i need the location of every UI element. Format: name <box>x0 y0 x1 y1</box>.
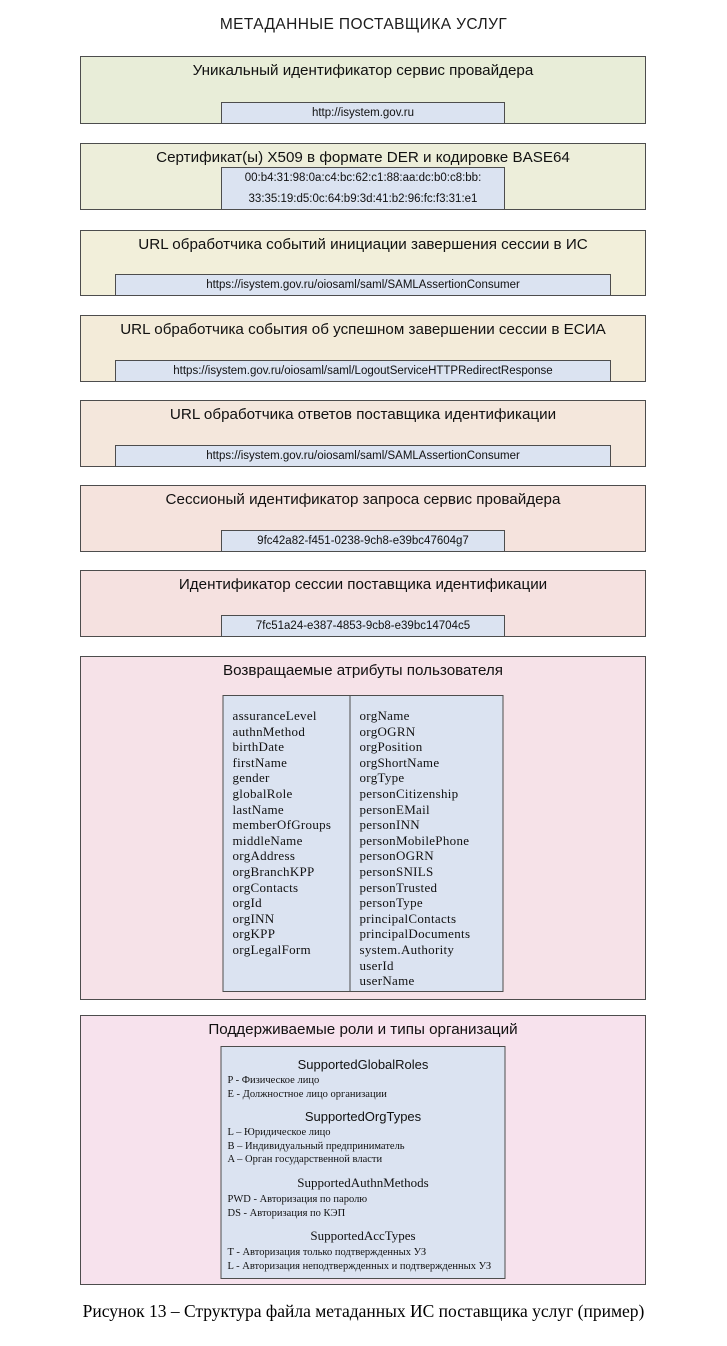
attribute-item: personOGRN <box>359 848 434 864</box>
attribute-item: gender <box>232 770 270 786</box>
attribute-column-right <box>351 696 503 991</box>
attributes-box <box>223 695 504 992</box>
attribute-item: orgId <box>232 895 262 911</box>
value-box <box>115 445 611 468</box>
roles-section-heading: SupportedGlobalRoles <box>297 1057 429 1072</box>
roles-section-heading: SupportedAuthnMethods <box>297 1174 429 1190</box>
attribute-item: lastName <box>232 801 284 817</box>
value-box <box>115 274 611 297</box>
attribute-item: orgOGRN <box>359 723 416 739</box>
attribute-item: userName <box>359 973 415 989</box>
block-title: Уникальный идентификатор сервис провайдера <box>192 62 534 79</box>
attribute-item: orgINN <box>232 910 275 926</box>
value-box <box>115 360 611 383</box>
value-text: http://isystem.gov.ru <box>311 106 415 119</box>
metadata-block <box>80 143 646 210</box>
value-text: 00:b4:31:98:0a:c4:bc:62:c1:88:aa:dc:b0:c8:bb: <box>244 172 482 184</box>
attribute-item: globalRole <box>232 785 293 801</box>
metadata-block <box>80 570 646 637</box>
attribute-item: birthDate <box>232 739 285 755</box>
figure-title: МЕТАДАННЫЕ ПОСТАВЩИКА УСЛУГ <box>219 16 508 33</box>
roles-block <box>80 1015 646 1285</box>
roles-item: T - Авторизация только подтвержденных УЗ <box>227 1247 427 1259</box>
attribute-item: personSNILS <box>359 863 434 879</box>
attribute-item: firstName <box>232 754 288 770</box>
attribute-item: system.Authority <box>359 941 455 957</box>
block-title: Идентификатор сессии поставщика идентификации <box>178 576 548 593</box>
value-box <box>221 167 505 210</box>
attribute-item: personTrusted <box>359 879 438 895</box>
roles-item: B – Индивидуальный предприниматель <box>227 1140 405 1152</box>
attribute-item: personEMail <box>359 801 430 817</box>
block-title: URL обработчика событий инициации завершения сессии в ИС <box>138 236 588 253</box>
roles-item: E - Должностное лицо организации <box>227 1088 387 1100</box>
metadata-block <box>80 315 646 382</box>
attribute-item: personMobilePhone <box>359 832 470 848</box>
attribute-item: principalDocuments <box>359 926 471 942</box>
value-box <box>221 102 505 125</box>
value-text: 9fc42a82-f451-0238-9ch8-e39bc47604g7 <box>257 534 469 547</box>
roles-item: DS - Авторизация по КЭП <box>227 1207 346 1219</box>
attribute-column-left <box>224 696 351 991</box>
attributes-block <box>80 656 646 1000</box>
value-text: https://isystem.gov.ru/oiosaml/saml/SAMLAssertionConsumer <box>206 278 520 291</box>
attribute-item: middleName <box>232 832 303 848</box>
attribute-item: principalContacts <box>359 910 457 926</box>
metadata-block <box>80 400 646 467</box>
attribute-item: orgContacts <box>232 879 299 895</box>
attribute-item: assuranceLevel <box>232 708 317 723</box>
value-text: https://isystem.gov.ru/oiosaml/saml/SAMLAssertionConsumer <box>206 449 520 462</box>
attribute-item: personType <box>359 895 423 911</box>
attribute-item: orgPosition <box>359 739 423 755</box>
roles-section-heading: SupportedAccTypes <box>310 1228 416 1244</box>
roles-box <box>221 1046 506 1279</box>
value-box <box>221 615 505 638</box>
block-title: Сессионый идентификатор запроса сервис провайдера <box>165 491 561 508</box>
metadata-block <box>80 230 646 296</box>
attribute-item: personINN <box>359 817 420 833</box>
roles-item: A – Орган государственной власти <box>227 1154 383 1166</box>
attribute-item: personCitizenship <box>359 785 459 801</box>
attribute-item: orgName <box>359 708 410 723</box>
attribute-item: orgLegalForm <box>232 941 311 957</box>
attribute-item: orgType <box>359 770 405 786</box>
value-box <box>221 530 505 553</box>
attribute-item: orgShortName <box>359 754 440 770</box>
value-text: 7fc51a24-e387-4853-9cb8-e39bc14704c5 <box>255 619 471 632</box>
roles-item: L - Авторизация неподтвержденных и подтвержденных УЗ <box>227 1260 492 1272</box>
roles-item: L – Юридическое лицо <box>227 1127 331 1139</box>
metadata-block <box>80 485 646 552</box>
block-title: URL обработчика события об успешном завершении сессии в ЕСИА <box>120 321 606 338</box>
attribute-item: orgAddress <box>232 848 296 864</box>
attribute-item: authnMethod <box>232 723 306 739</box>
block-title: Возвращаемые атрибуты пользователя <box>223 662 503 679</box>
attribute-item: orgBranchKPP <box>232 863 315 879</box>
figure-caption: Рисунок 13 – Структура файла метаданных ИС поставщика услуг (пример) <box>82 1301 645 1321</box>
value-text: 33:35:19:d5:0c:64:b9:3d:41:b2:96:fc:f3:31:e1 <box>248 192 478 205</box>
roles-section-heading: SupportedOrgTypes <box>304 1109 422 1125</box>
block-title: Сертификат(ы) X509 в формате DER и кодировке BASE64 <box>156 149 570 166</box>
metadata-block <box>80 56 646 124</box>
roles-item: PWD - Авторизация по паролю <box>227 1193 368 1205</box>
roles-item: P - Физическое лицо <box>227 1075 320 1086</box>
block-title: URL обработчика ответов поставщика идентификации <box>169 406 557 423</box>
attribute-item: userId <box>359 957 394 973</box>
block-title: Поддерживаемые роли и типы организаций <box>208 1021 518 1038</box>
value-text: https://isystem.gov.ru/oiosaml/saml/LogoutServiceHTTPRedirectResponse <box>173 364 553 377</box>
attribute-item: memberOfGroups <box>232 817 332 833</box>
attribute-item: orgKPP <box>232 926 276 942</box>
